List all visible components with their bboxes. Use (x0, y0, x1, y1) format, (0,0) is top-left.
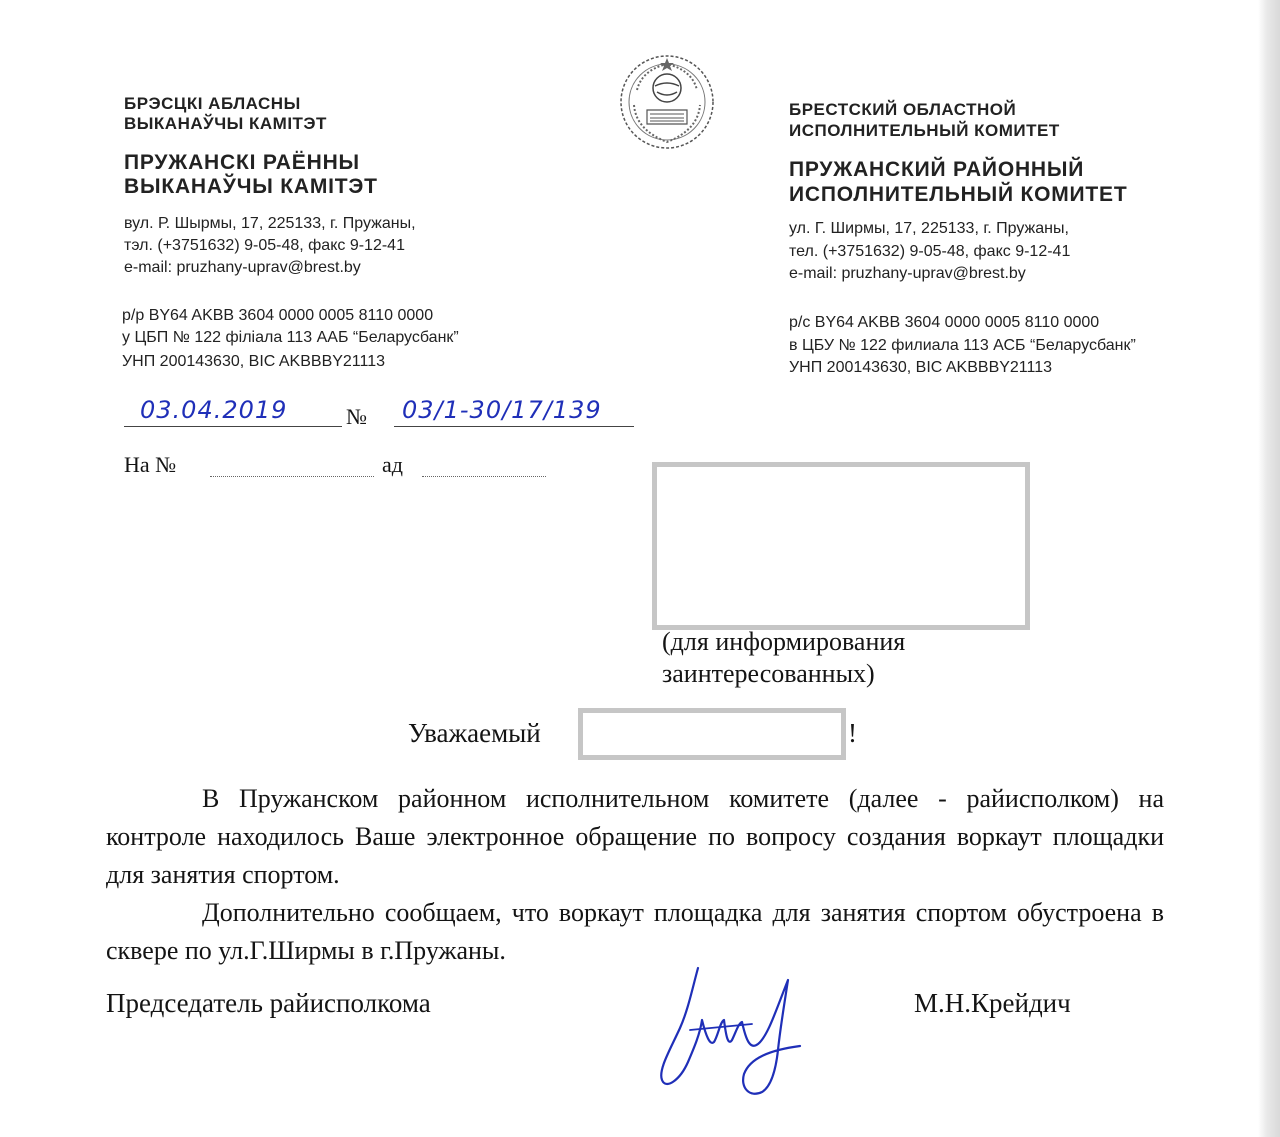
header-right-bank-account: р/с BY64 AKBB 3604 0000 0005 8110 0000 (789, 314, 1100, 331)
body-paragraph-1: В Пружанском районном исполнительном комитете (далее - райисполком) на контроле находилось Ваше электронное обращение по вопросу создания воркаут площадки для занятия спортом. (106, 784, 1164, 889)
signatory-name: М.Н.Крейдич (914, 988, 1071, 1018)
on-number-line (210, 476, 374, 477)
coat-of-arms-emblem (612, 50, 722, 154)
header-right-district: ПРУЖАНСКИЙ РАЙОННЫЙ (789, 158, 1085, 181)
header-right-email: e-mail: pruzhany-uprav@brest.by (789, 265, 1026, 282)
from-date-line (422, 476, 546, 477)
header-right-committee: ИСПОЛНИТЕЛЬНЫЙ КОМИТЕТ (789, 121, 1060, 140)
header-left-address: вул. Р. Шырмы, 17, 225133, г. Пружаны, (124, 215, 416, 232)
header-right-bank-branch: в ЦБУ № 122 филиала 113 АСБ “Беларусбанк” (789, 337, 1136, 354)
recipient-note: (для информирования заинтересованных) (662, 627, 906, 688)
header-right-district-committee: ИСПОЛНИТЕЛЬНЫЙ КОМИТЕТ (789, 183, 1128, 206)
header-right-address: ул. Г. Ширмы, 17, 225133, г. Пружаны, (789, 220, 1069, 237)
header-right-phone: тел. (+3751632) 9-05-48, факс 9-12-41 (789, 243, 1071, 260)
header-left-region: БРЭСЦКІ АБЛАСНЫ (124, 94, 301, 113)
handwritten-number: 03/1-30/17/139 (402, 396, 602, 424)
header-left-unp: УНП 200143630, BIC AKBBBY21113 (122, 353, 386, 370)
on-number-label: На № (124, 452, 177, 477)
header-left-committee: ВЫКАНАЎЧЫ КАМІТЭТ (124, 114, 327, 133)
handwritten-date: 03.04.2019 (140, 396, 288, 424)
redacted-name-box (578, 708, 846, 760)
header-left-district: ПРУЖАНСКІ РАЁННЫ (124, 151, 360, 174)
number-sign: № (346, 404, 367, 429)
date-underline (124, 426, 342, 427)
header-left-district-committee: ВЫКАНАЎЧЫ КАМІТЭТ (124, 175, 378, 198)
redacted-recipient-box (652, 462, 1030, 630)
salutation-prefix: Уважаемый (408, 718, 541, 748)
salutation-suffix: ! (848, 718, 857, 748)
header-left-bank-branch: у ЦБП № 122 філіала 113 ААБ “Беларусбанк” (122, 329, 459, 346)
header-left-bank-account: р/р BY64 AKBB 3604 0000 0005 8110 0000 (122, 307, 434, 324)
header-left-email: e-mail: pruzhany-uprav@brest.by (124, 259, 361, 276)
number-underline (394, 426, 634, 427)
handwritten-signature (640, 950, 820, 1100)
body-paragraph-2: Дополнительно сообщаем, что воркаут площадка для занятия спортом обустроена в сквере по ул.Г.Ширмы в г.Пружаны. (106, 898, 1164, 965)
header-right-unp: УНП 200143630, BIC AKBBBY21113 (789, 359, 1053, 376)
header-right-region: БРЕСТСКИЙ ОБЛАСТНОЙ (789, 100, 1017, 119)
page-edge-shadow (1258, 0, 1280, 1137)
header-left-phone: тэл. (+3751632) 9-05-48, факс 9-12-41 (124, 237, 405, 254)
signatory-title: Председатель райисполкома (106, 988, 431, 1018)
from-date-label: ад (382, 452, 403, 477)
